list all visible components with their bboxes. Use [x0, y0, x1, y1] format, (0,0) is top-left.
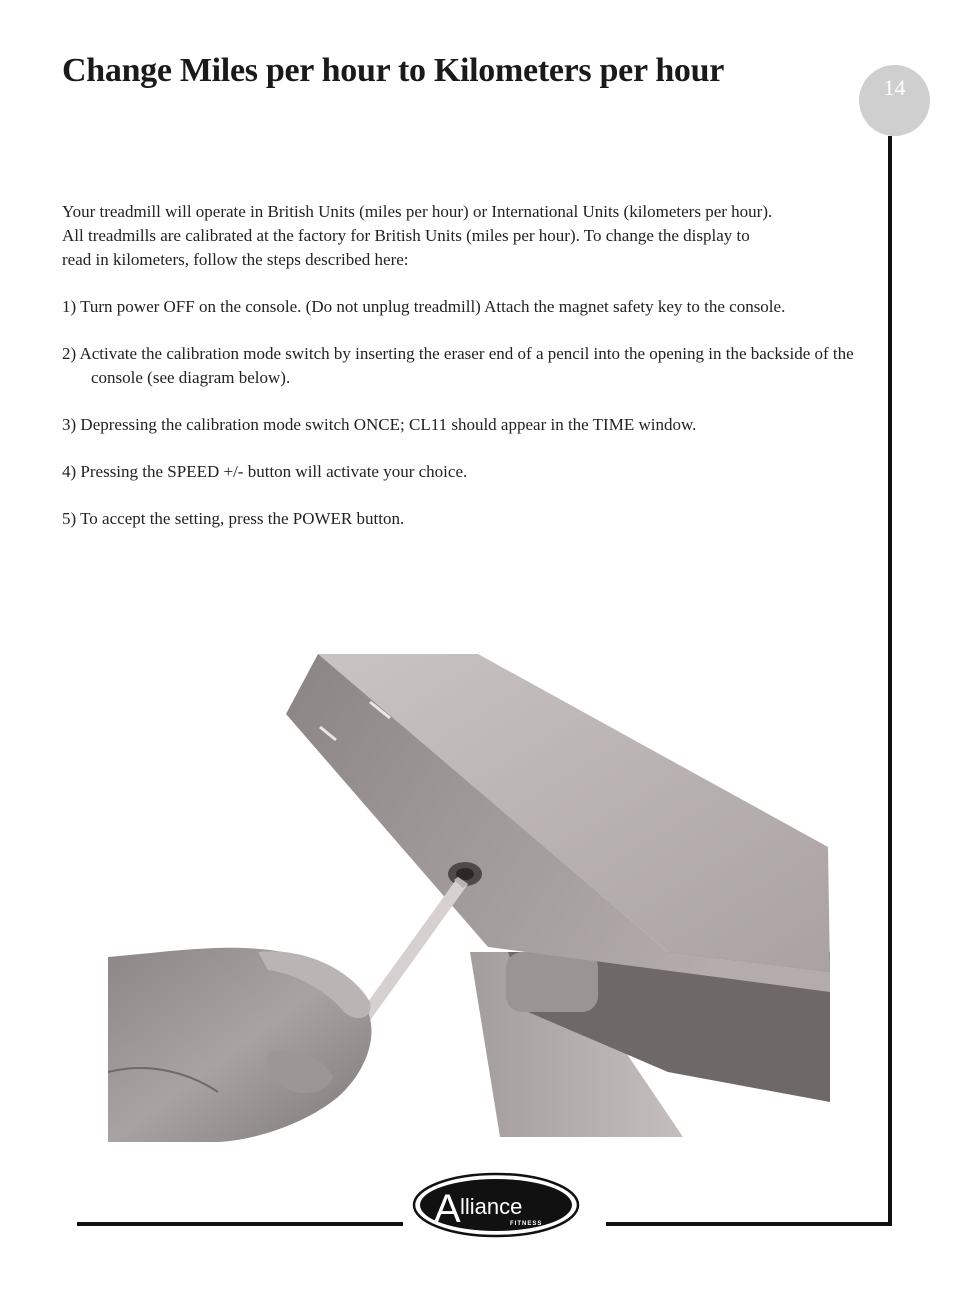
- step-2: 2) Activate the calibration mode switch by inserting the eraser end of a pencil into the opening in the backside of the console (see diagram below).: [62, 344, 854, 387]
- console-photo: [108, 652, 834, 1142]
- step-3: 3) Depressing the calibration mode switch ONCE; CL11 should appear in the TIME window.: [62, 415, 697, 434]
- bottom-rule-left: [77, 1222, 403, 1226]
- instructions-body: [62, 200, 882, 554]
- step-4: 4) Pressing the SPEED +/- button will activate your choice.: [62, 462, 468, 481]
- page-number: 14: [883, 75, 906, 100]
- logo-text: lliance: [460, 1194, 523, 1219]
- intro-paragraph: [62, 200, 882, 272]
- bottom-rule-right: [606, 1222, 892, 1226]
- intro-line-3: read in kilometers, follow the steps described here:: [62, 250, 409, 269]
- alliance-fitness-logo: [412, 1172, 580, 1238]
- right-border-rule: [888, 136, 892, 1226]
- intro-line-2: All treadmills are calibrated at the factory for British Units (miles per hour). To change the display to: [62, 226, 750, 245]
- step-5: 5) To accept the setting, press the POWER button.: [62, 509, 405, 528]
- step-1: 1) Turn power OFF on the console. (Do not unplug treadmill) Attach the magnet safety key to the console.: [62, 297, 786, 316]
- logo-letter: A: [434, 1187, 461, 1231]
- logo-subtext: FITNESS: [510, 1221, 543, 1227]
- intro-line-1: Your treadmill will operate in British Units (miles per hour) or International Units (kilometers per hour).: [62, 202, 773, 221]
- page-number-badge: [859, 65, 930, 136]
- page-title: Change Miles per hour to Kilometers per hour: [62, 52, 725, 89]
